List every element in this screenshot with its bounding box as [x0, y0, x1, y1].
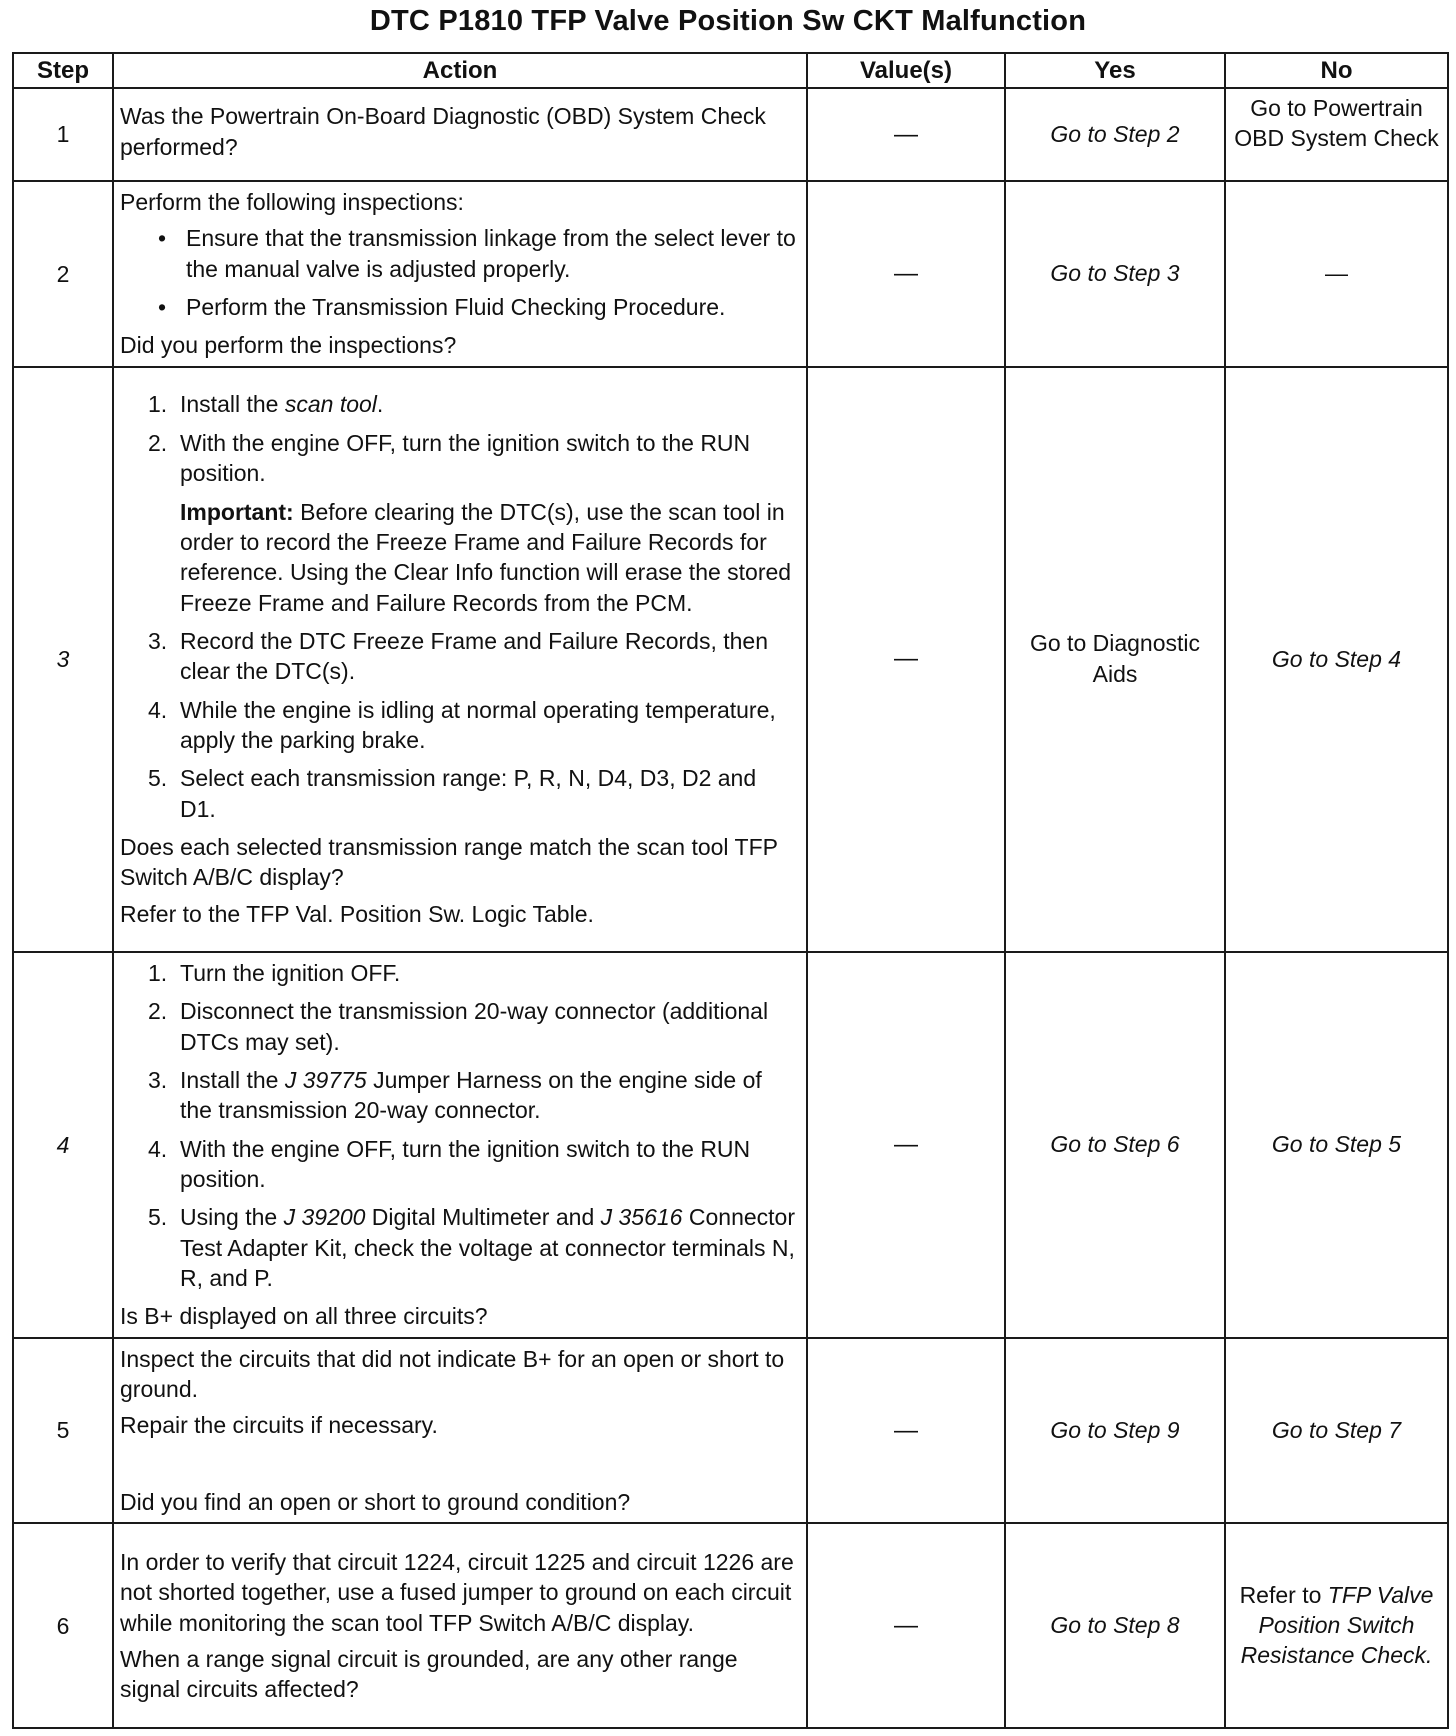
yes-link[interactable]: Go to Step 2	[1050, 120, 1180, 147]
step-text: Select each transmission range: P, R, N, D4, D3, D2 and D1.	[180, 765, 757, 822]
step-number: 1	[13, 88, 113, 181]
yes-link[interactable]: Go to Diagnostic Aids	[1029, 630, 1201, 687]
list-number: 4.	[148, 1135, 168, 1162]
table-header-row	[13, 53, 1448, 88]
no-link[interactable]: Go to Powertrain OBD System Check	[1234, 95, 1439, 152]
table-row	[13, 1338, 1448, 1523]
diagnostic-table	[12, 52, 1449, 1729]
list-item	[148, 958, 796, 988]
tool-name: J 39200	[283, 1204, 366, 1231]
list-item: • Perform the Transmission Fluid Checking Procedure.	[158, 292, 796, 322]
header-no: No	[1225, 53, 1448, 88]
action-question: Did you find an open or short to ground condition?	[120, 1488, 631, 1515]
yes-cell	[1005, 181, 1225, 367]
step-text: Record the DTC Freeze Frame and Failure Records, then clear the DTC(s).	[180, 627, 769, 685]
header-yes: Yes	[1005, 53, 1225, 88]
list-item	[148, 1065, 796, 1126]
step-text: Connector Test Adapter Kit, check the voltage at connector terminals N, R, and P.	[180, 1204, 795, 1292]
action-cell	[113, 88, 807, 181]
no-cell	[1225, 367, 1448, 952]
list-number: 2.	[148, 429, 168, 456]
procedure-list	[120, 958, 796, 1294]
action-cell	[113, 1523, 807, 1728]
value-cell: —	[807, 952, 1005, 1338]
action-text: In order to verify that circuit 1224, circuit 1225 and circuit 1226 are not shorted together, use a fused jumper to ground on each circuit while monitoring the scan tool TFP Switch A/B/C display.	[120, 1548, 794, 1636]
action-cell	[113, 367, 807, 952]
value-cell: —	[807, 88, 1005, 181]
no-cell	[1225, 88, 1448, 181]
action-question: Does each selected transmission range match the scan tool TFP Switch A/B/C display?	[120, 834, 778, 891]
step-text: Disconnect the transmission 20-way connector (additional DTCs may set).	[180, 998, 769, 1055]
procedure-list	[120, 389, 796, 488]
action-question: Did you perform the inspections?	[120, 332, 457, 359]
action-question: When a range signal circuit is grounded, are any other range signal circuits affected?	[120, 1645, 738, 1703]
value-cell: —	[807, 1338, 1005, 1523]
yes-link[interactable]: Go to Step 8	[1050, 1612, 1180, 1638]
step-number: 2	[13, 181, 113, 367]
procedure-list	[120, 626, 796, 824]
step-text: While the engine is idling at normal operating temperature, apply the parking brake.	[180, 696, 776, 754]
table-row	[13, 88, 1448, 181]
step-text: Using the	[180, 1204, 284, 1231]
important-note	[180, 497, 796, 618]
step-number: 5	[13, 1338, 113, 1523]
step-number: 6	[13, 1523, 113, 1728]
no-cell: —	[1225, 181, 1448, 367]
list-item	[148, 996, 796, 1057]
no-link[interactable]: Go to Step 5	[1271, 1131, 1402, 1158]
header-values: Value(s)	[807, 53, 1005, 88]
list-number: 2.	[148, 998, 168, 1025]
list-number: 5.	[148, 1204, 168, 1231]
yes-link[interactable]: Go to Step 9	[1050, 1416, 1180, 1443]
step-text: With the engine OFF, turn the ignition switch to the RUN position.	[180, 1135, 751, 1192]
value-cell: —	[807, 181, 1005, 367]
yes-cell	[1005, 1523, 1225, 1728]
action-reference: Refer to the TFP Val. Position Sw. Logic Table.	[120, 900, 594, 927]
important-label: Important:	[180, 498, 294, 525]
step-text: With the engine OFF, turn the ignition switch to the RUN position.	[180, 429, 751, 487]
tool-name: J 35616	[600, 1204, 683, 1231]
inspection-list	[120, 223, 796, 322]
list-number: 5.	[148, 765, 168, 792]
header-action: Action	[113, 53, 807, 88]
page-title: DTC P1810 TFP Valve Position Sw CKT Malfunction	[369, 5, 1087, 37]
action-text: Inspect the circuits that did not indicate B+ for an open or short to ground.	[120, 1345, 785, 1403]
yes-link[interactable]: Go to Step 6	[1050, 1131, 1180, 1158]
step-text: .	[376, 391, 384, 418]
value-cell: —	[807, 1523, 1005, 1728]
action-text: Repair the circuits if necessary.	[120, 1412, 438, 1439]
table-row	[13, 367, 1448, 952]
action-question: Is B+ displayed on all three circuits?	[120, 1303, 488, 1330]
no-text: Refer to	[1239, 1581, 1328, 1608]
step-text: Digital Multimeter and	[365, 1204, 601, 1231]
list-item	[148, 695, 796, 756]
list-item	[148, 428, 796, 489]
table-row	[13, 952, 1448, 1338]
yes-cell	[1005, 952, 1225, 1338]
list-number: 1.	[148, 391, 168, 418]
no-link[interactable]: Go to Step 7	[1271, 1416, 1402, 1443]
step-text: Jumper Harness on the engine side of the transmission 20-way connector.	[180, 1066, 762, 1124]
tool-name: scan tool	[284, 391, 377, 418]
list-item	[148, 626, 796, 687]
table-row	[13, 1523, 1448, 1728]
action-cell	[113, 181, 807, 367]
yes-cell	[1005, 367, 1225, 952]
yes-cell	[1005, 1338, 1225, 1523]
no-link[interactable]: TFP Valve Position Switch Resistance Check.	[1240, 1581, 1434, 1669]
list-number: 1.	[148, 959, 168, 986]
step-text: Install the	[180, 1066, 285, 1093]
action-cell	[113, 1338, 807, 1523]
no-cell	[1225, 1523, 1448, 1728]
list-item	[148, 1202, 796, 1293]
step-text: Install the	[180, 391, 285, 418]
no-cell	[1225, 952, 1448, 1338]
list-item	[148, 1134, 796, 1195]
list-item: • Ensure that the transmission linkage from the select lever to the manual valve is adjusted properly.	[158, 223, 796, 284]
action-intro: Perform the following inspections:	[120, 189, 464, 215]
step-number: 4	[13, 952, 113, 1338]
list-item	[148, 763, 796, 824]
important-text: Before clearing the DTC(s), use the scan tool in order to record the Freeze Frame and Failure Records for reference. Using the Clear Info function will erase the stored Freeze Frame and Failure Records from the PCM.	[180, 498, 792, 616]
tool-name: J 39775	[284, 1066, 367, 1093]
step-number: 3	[13, 367, 113, 952]
action-text: Was the Powertrain On-Board Diagnostic (OBD) System Check performed?	[120, 103, 766, 160]
list-number: 3.	[148, 1066, 168, 1093]
yes-cell	[1005, 88, 1225, 181]
list-item	[148, 389, 796, 419]
action-cell	[113, 952, 807, 1338]
header-step: Step	[13, 53, 113, 88]
yes-link[interactable]: Go to Step 3	[1050, 260, 1180, 287]
no-link[interactable]: Go to Step 4	[1271, 645, 1402, 672]
no-cell	[1225, 1338, 1448, 1523]
list-number: 4.	[148, 696, 168, 723]
value-cell: —	[807, 367, 1005, 952]
step-text: Turn the ignition OFF.	[180, 959, 401, 986]
list-number: 3.	[148, 627, 168, 654]
table-row	[13, 181, 1448, 367]
